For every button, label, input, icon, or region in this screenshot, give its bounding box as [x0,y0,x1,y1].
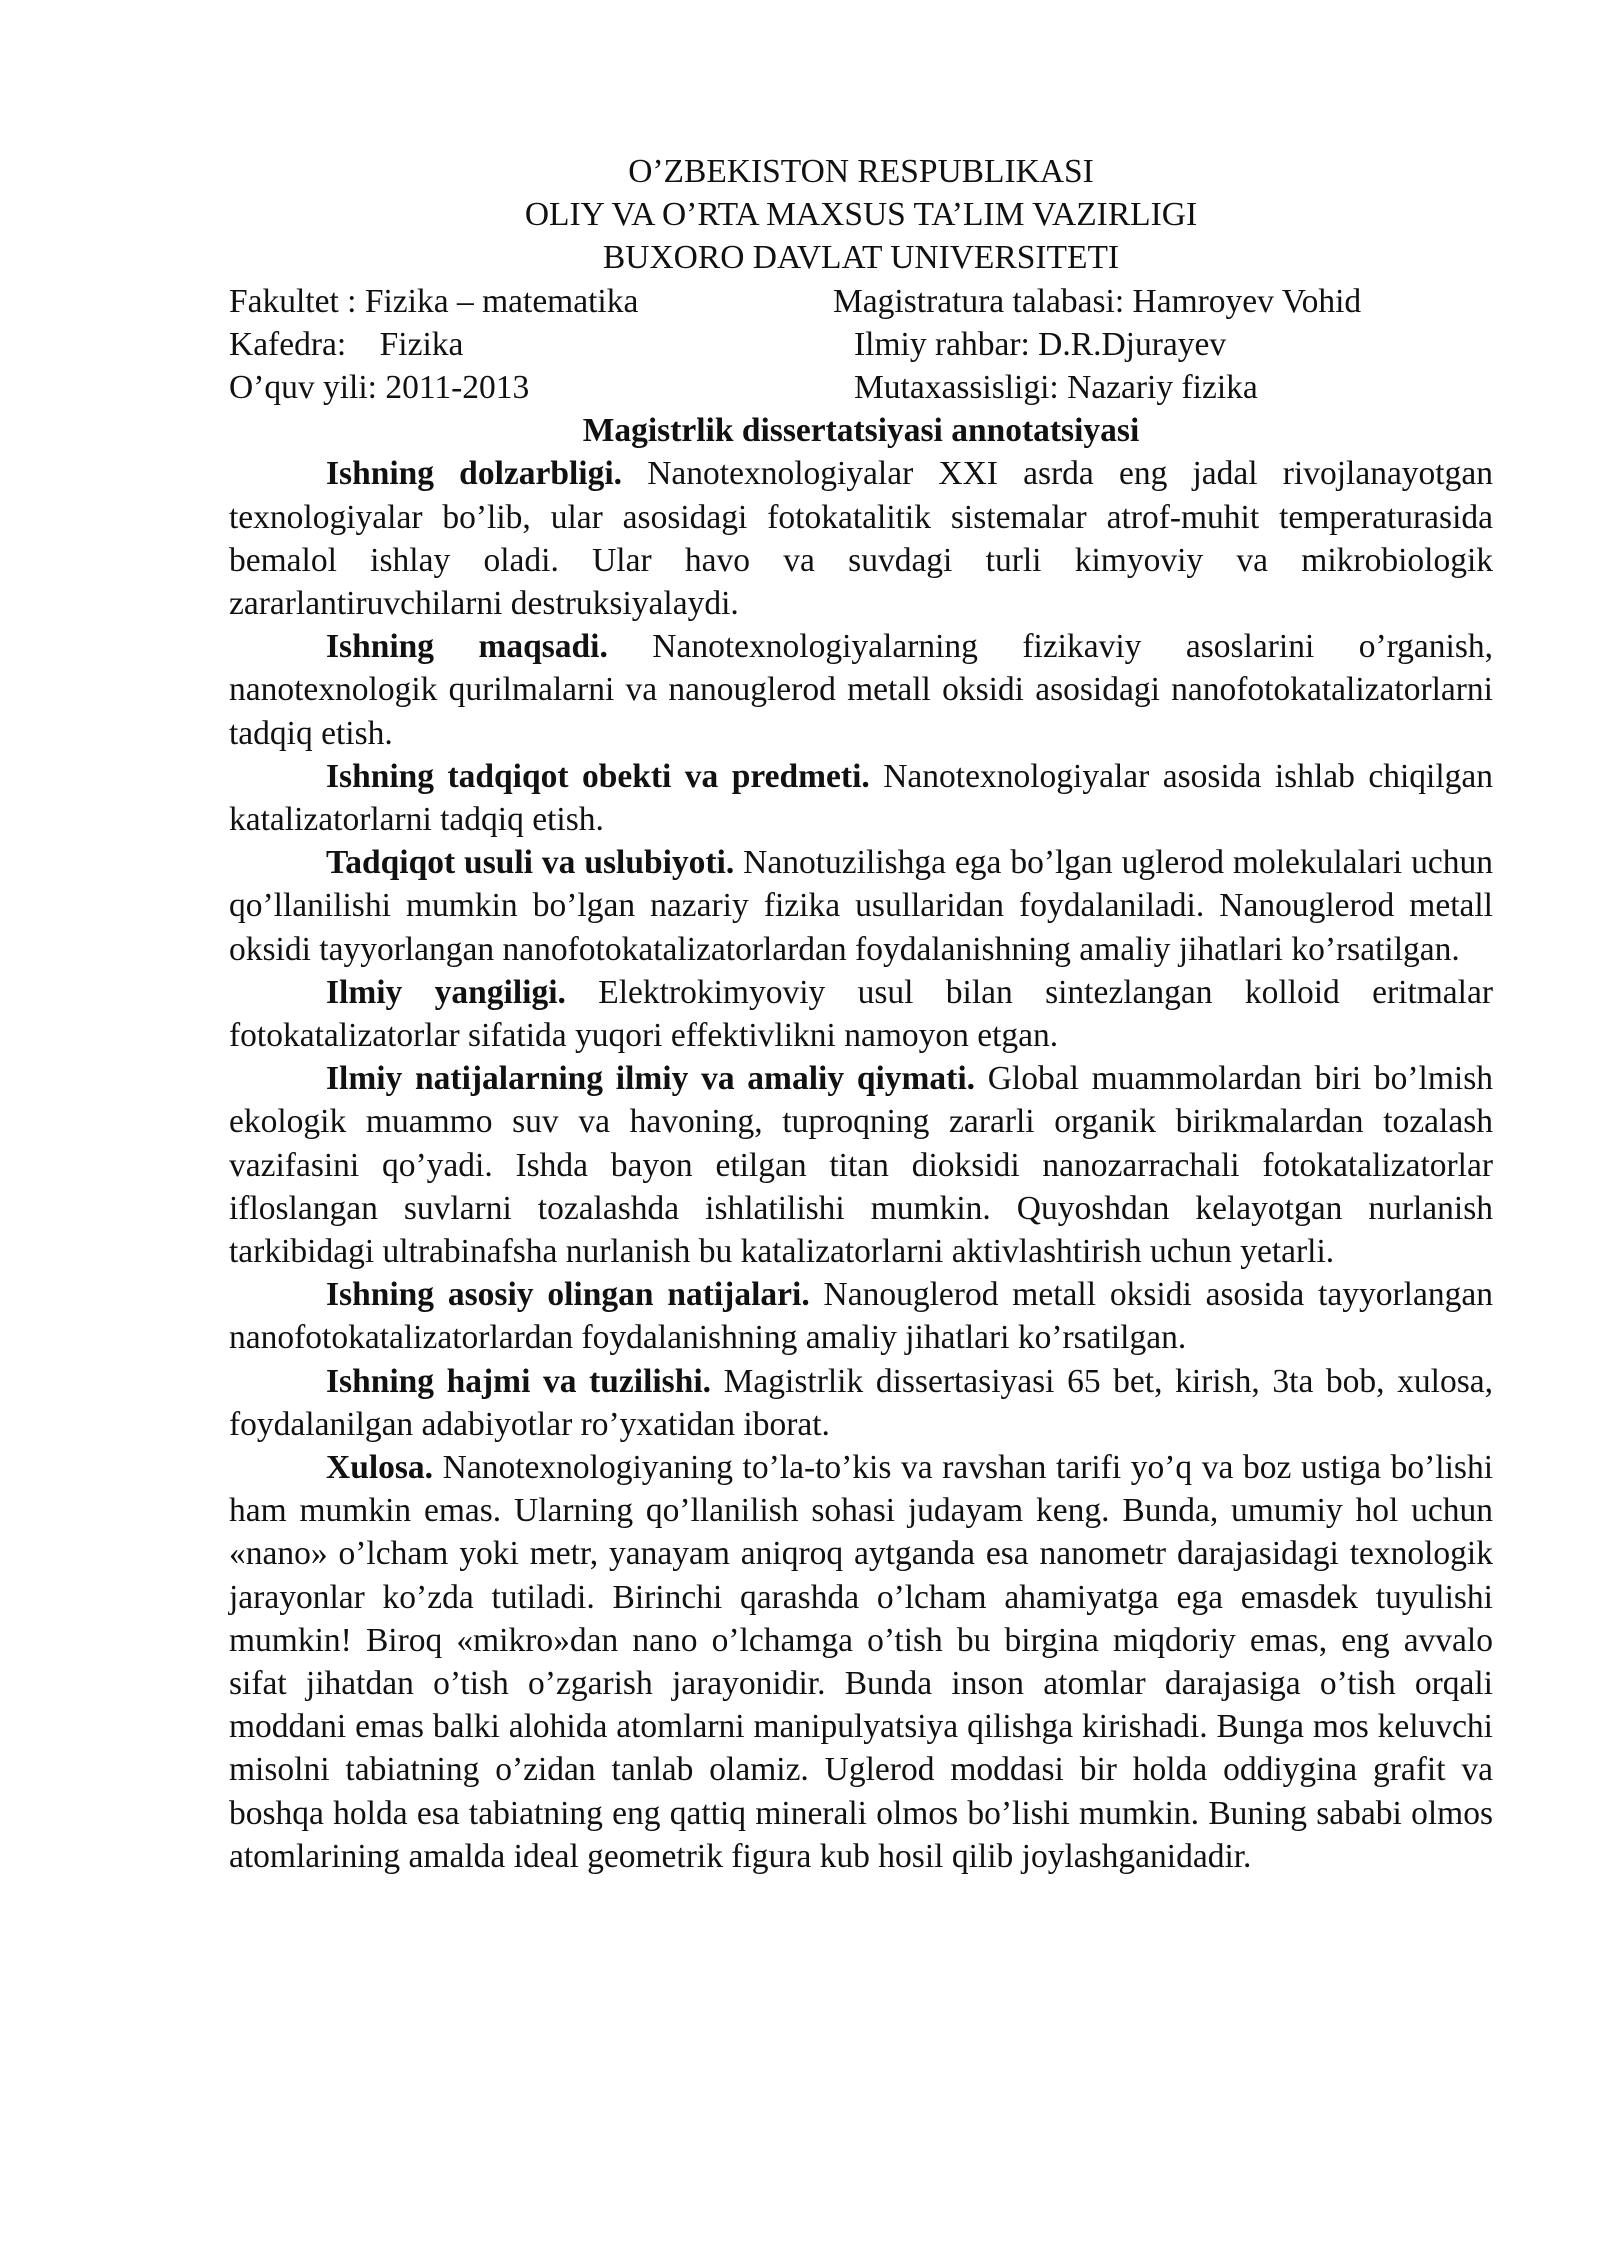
section-relevance [229,452,1493,625]
section-results [229,1273,1493,1359]
section-text: Magistrlik dissertasiyasi 65 bet, kirish, 3ta bob, xulosa, foydalanilgan adabiyotlar ro’yxatidan iborat. [229,1362,1493,1443]
section-heading: Ilmiy natijalarning ilmiy va amaliy qiymati. [326,1060,975,1098]
info-row-department [229,323,1493,366]
header-ministry-line2: OLIY VA O’RTA MAXSUS TA’LIM VAZIRLIGI [524,196,1198,234]
section-text: Nanotexnologiyalar asosida ishlab chiqilgan katalizatorlarni tadqiq etish. [229,757,1493,838]
header-ministry-line1: O’ZBEKISTON RESPUBLIKASI [628,153,1094,190]
section-text: Nanotexnologiyalarning fizikaviy asoslarini o’rganish, nanotexnologik qurilmalarni va nanouglerod metall oksidi asosidagi nanofotokatalizatorlarni tadqiq etish. [229,628,1493,752]
section-heading: Xulosa. [326,1449,434,1487]
section-heading: Tadqiqot usuli va uslubiyoti. [326,844,735,882]
faculty-label: Fakultet : Fizika – matematika [229,282,639,320]
section-novelty [229,971,1493,1057]
department-label: Kafedra: Fizika [229,325,464,363]
section-text: Nanotexnologiyalar XXI asrda eng jadal rivojlanayotgan texnologiyalar bo’lib, ular asosidagi fotokatalitik sistemalar atrof-muhit temperaturasida bemalol ishlay oladi. Ular havo va suvdagi turli kimyoviy va mikrobiologik zararlantiruvchilarni destruksiyalaydi. [229,455,1493,622]
section-goal [229,625,1493,755]
section-method [229,841,1493,971]
specialty-label: Mutaxassisligi: Nazariy fizika [854,368,1258,406]
section-text: Elektrokimyoviy usul bilan sintezlangan kolloid eritmalar fotokatalizatorlar sifatida yuqori effektivlikni namoyon etgan. [229,973,1494,1055]
section-object [229,755,1493,841]
document-title: Magistrlik dissertatsiyasi annotatsiyasi [582,412,1140,450]
supervisor-label: Ilmiy rahbar: D.R.Djurayev [854,325,1227,363]
section-heading: Ilmiy yangiligi. [326,973,566,1011]
section-heading: Ishning dolzarbligi. [326,455,623,493]
header-university: BUXORO DAVLAT UNIVERSITETI [602,239,1120,277]
section-heading: Ishning asosiy olingan natijalari. [326,1276,810,1314]
section-text: Nanouglerod metall oksidi asosida tayyorlangan nanofotokatalizatorlardan foydalanishning amaliy jihatlari ko’rsatilgan. [229,1276,1493,1357]
student-label: Magistratura talabasi: Hamroyev Vohid [833,282,1362,320]
document-page [229,150,1493,1878]
section-text: Nanotexnologiyaning to’la-to’kis va ravshan tarifi yo’q va boz ustiga bo’lishi ham mumkin emas. Ularning qo’llanilish sohasi judayam keng. Bunda, umumiy hol uchun «nano» o’lcham yoki metr, yanayam aniqroq aytganda esa nanometr darajasidagi texnologik jarayonlar ko’zda tutiladi. Birinchi qarashda o’lcham ahamiyatga ega emasdek tuyulishi mumkin! Biroq «mikro»dan nano o’lchamga o’tish bu birgina miqdoriy emas, eng avvalo sifat jihatdan o’tish o’zgarish jarayonidir. Bunda inson atomlar darajasiga o’tish orqali moddani emas balki alohida atomlarni manipulyatsiya qilishga kirishadi. Bunga mos keluvchi misolni tabiatning o’zidan tanlab olamiz. Uglerod moddasi bir holda oddiygina grafit va boshqa holda esa tabiatning eng qattiq minerali olmos bo’lishi mumkin. Buning sababi olmos atomlarining amalda ideal geometrik figura kub hosil qilib joylashganidadir. [229,1449,1493,1875]
section-heading: Ishning maqsadi. [326,628,608,666]
section-value [229,1057,1493,1273]
section-text: Nanotuzilishga ega bo’lgan uglerod molekulalari uchun qo’llanilishi mumkin bo’lgan nazariy fizika usullaridan foydalaniladi. Nanouglerod metall oksidi tayyorlangan nanofotokatalizatorlardan foydalanishning amaliy jihatlari ko’rsatilgan. [229,844,1493,968]
info-row-faculty [229,280,1493,323]
section-heading: Ishning hajmi va tuzilishi. [326,1362,712,1400]
info-row-year [229,366,1493,409]
section-heading: Ishning tadqiqot obekti va predmeti. [326,757,870,795]
section-conclusion [229,1446,1493,1878]
section-text: Global muammolardan biri bo’lmish ekologik muammo suv va havoning, tuproqning zararli organik birikmalardan tozalash vazifasini qo’yadi. Ishda bayon etilgan titan dioksidi nanozarrachali fotokatalizatorlar ifloslangan suvlarni tozalashda ishlatilishi mumkin. Quyoshdan kelayotgan nurlanish tarkibidagi ultrabinafsha nurlanish bu katalizatorlarni aktivlashtirish uchun yetarli. [229,1060,1493,1271]
section-structure [229,1360,1493,1446]
year-label: O’quv yili: 2011-2013 [229,368,530,406]
